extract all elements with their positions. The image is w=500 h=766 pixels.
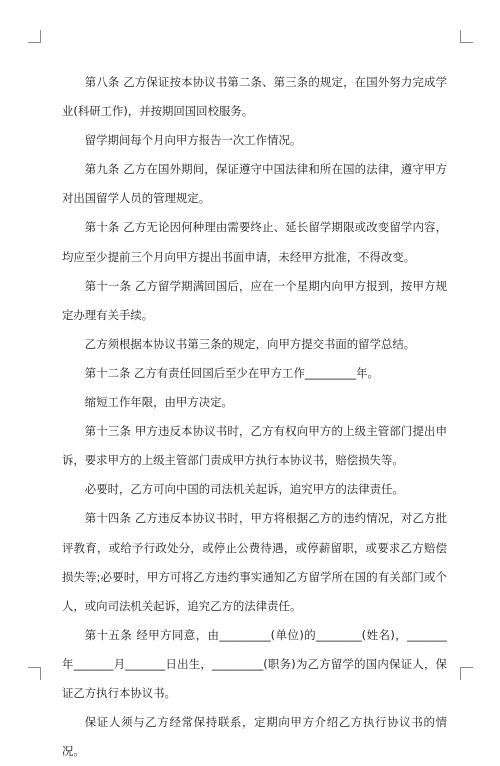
article-12-paragraph: 第十二条 乙方有责任回国后至少在甲方工作_________年。 bbox=[84, 365, 379, 380]
monthly-report-paragraph: 留学期间每个月向甲方报告一次工作情况。 bbox=[84, 133, 302, 148]
article-15-paragraph: 第十五条 经甲方同意，由_________(单位)的________(姓名)，_______年_______月_______日出生，_________(职务)为乙方留学的国内保证人，保证乙方执行本协议书。 bbox=[62, 627, 447, 700]
lawsuit-paragraph: 必要时，乙方可向中国的司法机关起诉，追究甲方的法律责任。 bbox=[84, 482, 404, 497]
article-13-paragraph: 第十三条 甲方违反本协议书时，乙方有权向甲方的上级主管部门提出申诉，要求甲方的上级主管部门责成甲方执行本协议书，赔偿损失等。 bbox=[62, 424, 447, 468]
guarantor-contact-paragraph: 保证人须与乙方经常保持联系，定期向甲方介绍乙方执行协议书的情况。 bbox=[62, 715, 447, 759]
article-14-paragraph: 第十四条 乙方违反本协议书时，甲方将根据乙方的违约情况，对乙方批评教育，或给予行政处分，或停止公费待遇，或停薪留职，或要求乙方赔偿损失等;必要时，甲方可将乙方违约事实通知乙方留学所在国的有关部门或个人，或向司法机关起诉，追究乙方的法律责任。 bbox=[62, 511, 447, 613]
article-11-paragraph: 第十一条 乙方留学期满回国后，应在一个星期内向甲方报到，按甲方规定办理有关手续。 bbox=[62, 278, 447, 322]
article-8-paragraph: 第八条 乙方保证按本协议书第二条、第三条的规定，在国外努力完成学业(科研工作)，并按期回国回校服务。 bbox=[62, 75, 447, 119]
study-summary-paragraph: 乙方须根据本协议书第三条的规定，向甲方提交书面的留学总结。 bbox=[84, 336, 416, 351]
article-9-paragraph: 第九条 乙方在国外期间，保证遵守中国法律和所在国的法律，遵守甲方对出国留学人员的管理规定。 bbox=[62, 162, 447, 206]
article-10-paragraph: 第十条 乙方无论因何种理由需要终止、延长留学期限或改变留学内容，均应至少提前三个月向甲方提出书面申请，未经甲方批准，不得改变。 bbox=[62, 220, 447, 264]
shorten-term-paragraph: 缩短工作年限，由甲方决定。 bbox=[84, 395, 233, 410]
document-body bbox=[62, 68, 447, 766]
crop-mark-top-right bbox=[460, 30, 473, 43]
crop-mark-bottom-left bbox=[28, 667, 41, 680]
crop-mark-top-left bbox=[28, 30, 41, 43]
crop-mark-bottom-right bbox=[460, 667, 473, 680]
